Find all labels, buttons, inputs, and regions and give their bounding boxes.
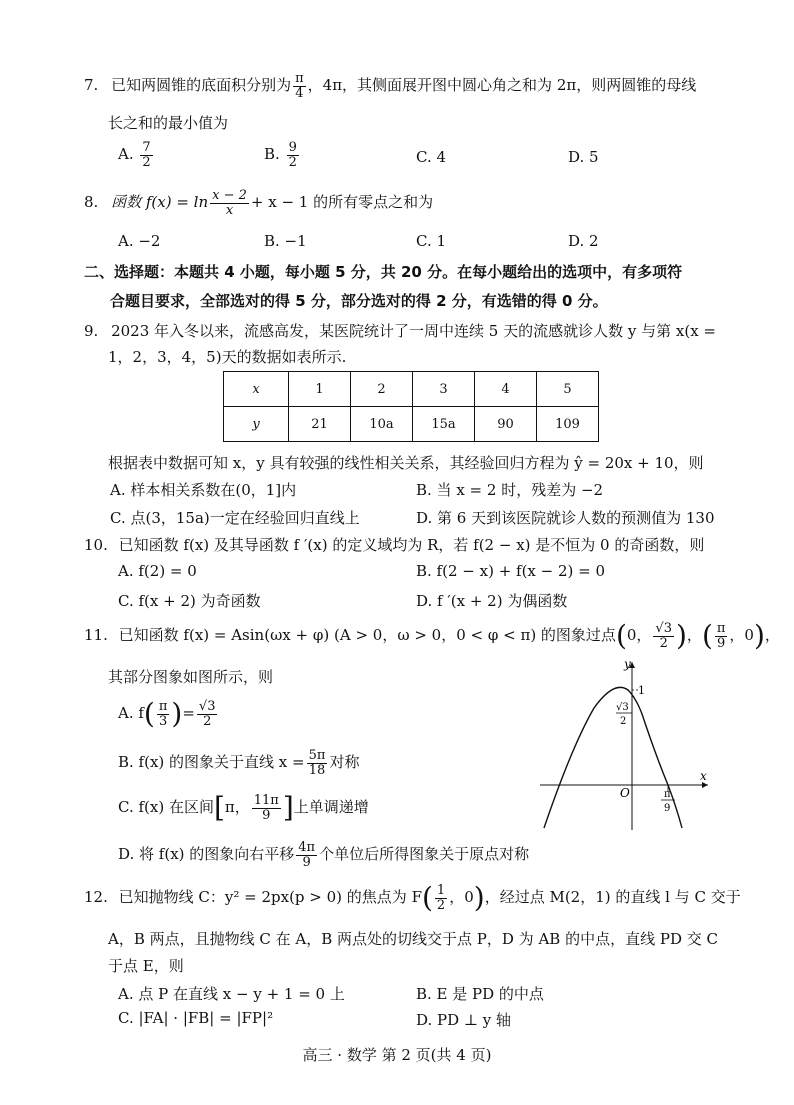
q11-option-b xyxy=(118,749,359,777)
q12-option-b: B. E 是 PD 的中点 xyxy=(416,985,544,1003)
q7-option-b xyxy=(264,141,301,169)
q11-option-c-b: π， xyxy=(224,798,250,817)
q11-point2-num: π xyxy=(716,621,726,636)
pi-num-label: π xyxy=(664,789,671,800)
q11-option-c: C. f(x) 在区间[π， $\frac{11\pi}{9}$ ]上单调递增 xyxy=(118,791,369,825)
table-cell: x xyxy=(224,372,289,407)
q11-option-b-text: B. f(x) 的图象关于直线 x = xyxy=(118,753,305,772)
q10-option-d: D. f ′(x + 2) 为偶函数 xyxy=(416,592,568,610)
table-cell: 109 xyxy=(537,407,599,442)
table-cell: 10a xyxy=(351,407,413,442)
table-cell: 15a xyxy=(413,407,475,442)
q11-option-d-text: D. 将 f(x) 的图象向右平移 xyxy=(118,845,295,864)
q7-stem-a: 已知两圆锥的底面积分别为 xyxy=(111,76,292,95)
q8-frac-den: x xyxy=(225,202,234,218)
q7-stem-c: 长之和的最小值为 xyxy=(108,114,229,132)
q9-option-a: A. 样本相关系数在(0，1]内 xyxy=(110,481,297,499)
q11-option-c-text: C. f(x) 在区间 xyxy=(118,798,214,817)
table-cell: 3 xyxy=(413,372,475,407)
table-cell: 2 xyxy=(351,372,413,407)
q11-sine-graph xyxy=(536,656,716,836)
q7-stem-line1 xyxy=(84,72,696,100)
q7-option-a-num: 7 xyxy=(142,140,151,155)
y-axis-label: y xyxy=(624,657,631,671)
q11-point1-den: 2 xyxy=(659,635,668,651)
sqrt3-num-label: √3 xyxy=(616,702,629,713)
q7-option-a-den: 2 xyxy=(142,154,151,170)
section2-heading-line1: 二、选择题：本题共 4 小题，每小题 5 分，共 20 分。在每小题给出的选项中，有多项符 xyxy=(84,263,683,281)
sqrt3-den-label: 2 xyxy=(620,716,627,727)
table-cell: 5 xyxy=(537,372,599,407)
sine-curve xyxy=(544,687,682,828)
q12-option-d: D. PD ⊥ y 轴 xyxy=(416,1011,512,1029)
table-row xyxy=(224,407,599,442)
q9-number: 9. xyxy=(84,322,99,340)
q7-option-c: C. 4 xyxy=(416,148,447,166)
q9-line3: 根据表中数据可知 x，y 具有较强的线性相关关系，其经验回归方程为 ŷ = 20x + 10，则 xyxy=(108,454,704,472)
q7-frac-den: 4 xyxy=(295,85,304,101)
q12-focus-num: 1 xyxy=(436,883,446,898)
q11-option-a-den1: 3 xyxy=(158,713,168,729)
q12-stem-b: ，0 xyxy=(449,888,474,907)
q8-option-c: C. 1 xyxy=(416,232,447,250)
q10-option-a: A. f(2) = 0 xyxy=(118,562,197,580)
q11-option-d-num: 4π xyxy=(298,840,316,855)
q7-option-a-label: A. xyxy=(118,145,134,164)
pi-den-label: 9 xyxy=(664,803,671,814)
q12-line2: A，B 两点，且抛物线 C 在 A，B 两点处的切线交于点 P，D 为 AB 的中点，直线 PD 交 C xyxy=(108,930,718,948)
q11-number: 11. xyxy=(84,626,108,645)
table-cell: 1 xyxy=(289,372,351,407)
q11-option-b-num: 5π xyxy=(308,748,326,763)
q10-number: 10. xyxy=(84,536,108,554)
q8-stem xyxy=(84,189,433,217)
q7-option-d: D. 5 xyxy=(568,148,599,166)
page-footer: 高三 · 数学 第 2 页(共 4 页) xyxy=(302,1046,492,1064)
q10-option-c: C. f(x + 2) 为奇函数 xyxy=(118,592,261,610)
q11-option-a-num1: π xyxy=(158,699,168,714)
table-cell: y xyxy=(224,407,289,442)
q12-stem-a: 已知抛物线 C：y² = 2px(p > 0) 的焦点为 F xyxy=(118,888,422,907)
q11-option-b-tail: 对称 xyxy=(329,753,360,772)
q11-option-a-eq: = xyxy=(182,704,195,723)
q10-option-b: B. f(2 − x) + f(x − 2) = 0 xyxy=(416,562,606,580)
q8-frac-num: x − 2 xyxy=(212,188,247,203)
q11-option-a-num2: √3 xyxy=(198,699,216,714)
q8-stem-b: + x − 1 的所有零点之和为 xyxy=(250,193,434,212)
q11-option-c-tail: 上单调递增 xyxy=(293,798,369,817)
q11-stem-line1: 11. 已知函数 f(x) = Asin(ωx + φ) (A > 0，ω > 0，0 < φ < π) 的图象过点(0， $\frac{√3}{2}$ )，( $\frac{\pi}{9}$ ，0)， xyxy=(84,619,780,653)
q12-stem-line1: 12. 已知抛物线 C：y² = 2px(p > 0) 的焦点为 F( $\frac{1}{2}$ ，0)，经过点 M(2，1) 的直线 l 与 C 交于 xyxy=(84,881,741,915)
q12-number: 12. xyxy=(84,888,108,907)
q11-stem-a: 已知函数 f(x) = Asin(ωx + φ) (A > 0，ω > 0，0 < φ < π) 的图象过点 xyxy=(118,626,616,645)
q9-line2: 1，2，3，4，5)天的数据如表所示. xyxy=(108,348,347,366)
q8-option-a: A. −2 xyxy=(118,232,161,250)
q8-stem-a: 函数 f(x) = ln xyxy=(111,193,209,212)
q7-fraction xyxy=(293,72,306,100)
q11-point2-b: ，0 xyxy=(729,626,754,645)
q11-stem-b: 其部分图象如图所示，则 xyxy=(108,668,274,686)
q12-focus-den: 2 xyxy=(436,897,446,913)
q9-option-d: D. 第 6 天到该医院就诊人数的预测值为 130 xyxy=(416,509,715,527)
q11-option-c-den: 9 xyxy=(262,807,271,823)
q11-point1-a: 0， xyxy=(626,626,652,645)
q7-stem-b: ，4π，其侧面展开图中圆心角之和为 2π，则两圆锥的母线 xyxy=(307,76,697,95)
q12-option-a: A. 点 P 在直线 x − y + 1 = 0 上 xyxy=(118,985,345,1003)
q9-data-table xyxy=(223,371,599,442)
q12-line3: 于点 E，则 xyxy=(108,957,184,975)
table-row xyxy=(224,372,599,407)
q9-line1 xyxy=(84,320,716,341)
q7-option-a xyxy=(118,141,155,169)
q7-number: 7. xyxy=(84,76,99,95)
q7-frac-num: π xyxy=(295,71,304,86)
q11-option-d-den: 9 xyxy=(302,854,311,870)
q8-option-d: D. 2 xyxy=(568,232,599,250)
q11-option-c-num: 11π xyxy=(253,793,279,808)
q9-option-b: B. 当 x = 2 时，残差为 −2 xyxy=(416,481,604,499)
q10-stem xyxy=(84,534,704,555)
q9-option-c: C. 点(3，15a)一定在经验回归直线上 xyxy=(110,509,360,527)
q8-option-b: B. −1 xyxy=(264,232,307,250)
table-cell: 90 xyxy=(475,407,537,442)
origin-label: O xyxy=(620,786,630,800)
q11-option-a-text: A. f xyxy=(118,704,144,723)
q8-number: 8. xyxy=(84,193,99,212)
max-value-label: 1 xyxy=(638,684,645,697)
section2-heading-line2: 合题目要求，全部选对的得 5 分，部分选对的得 2 分，有选错的得 0 分。 xyxy=(110,292,608,310)
q7-option-b-num: 9 xyxy=(288,140,297,155)
table-cell: 4 xyxy=(475,372,537,407)
q11-option-a: A. f( $\frac{\pi}{3}$ )= $\frac{√3}{2}$ xyxy=(118,697,216,731)
q11-option-d xyxy=(118,841,529,869)
q11-option-a-den2: 2 xyxy=(203,713,212,729)
q10-stem-text: 已知函数 f(x) 及其导函数 f ′(x) 的定义域均为 R，若 f(2 − x) 是不恒为 0 的奇函数，则 xyxy=(118,536,705,554)
q9-line1-text: 2023 年入冬以来，流感高发，某医院统计了一周中连续 5 天的流感就诊人数 y 与第 x(x = xyxy=(111,322,717,340)
q11-option-d-tail: 个单位后所得图象关于原点对称 xyxy=(319,845,530,864)
q11-option-b-den: 18 xyxy=(308,762,326,778)
q11-point2-den: 9 xyxy=(717,635,726,651)
q12-stem-c: ，经过点 M(2，1) 的直线 l 与 C 交于 xyxy=(484,888,741,907)
q7-option-b-den: 2 xyxy=(288,154,297,170)
q12-option-c: C. |FA| · |FB| = |FP|² xyxy=(118,1009,274,1027)
x-axis-label: x xyxy=(700,769,707,783)
table-cell: 21 xyxy=(289,407,351,442)
q7-option-b-label: B. xyxy=(264,145,280,164)
q11-point1-num: √3 xyxy=(655,621,672,636)
